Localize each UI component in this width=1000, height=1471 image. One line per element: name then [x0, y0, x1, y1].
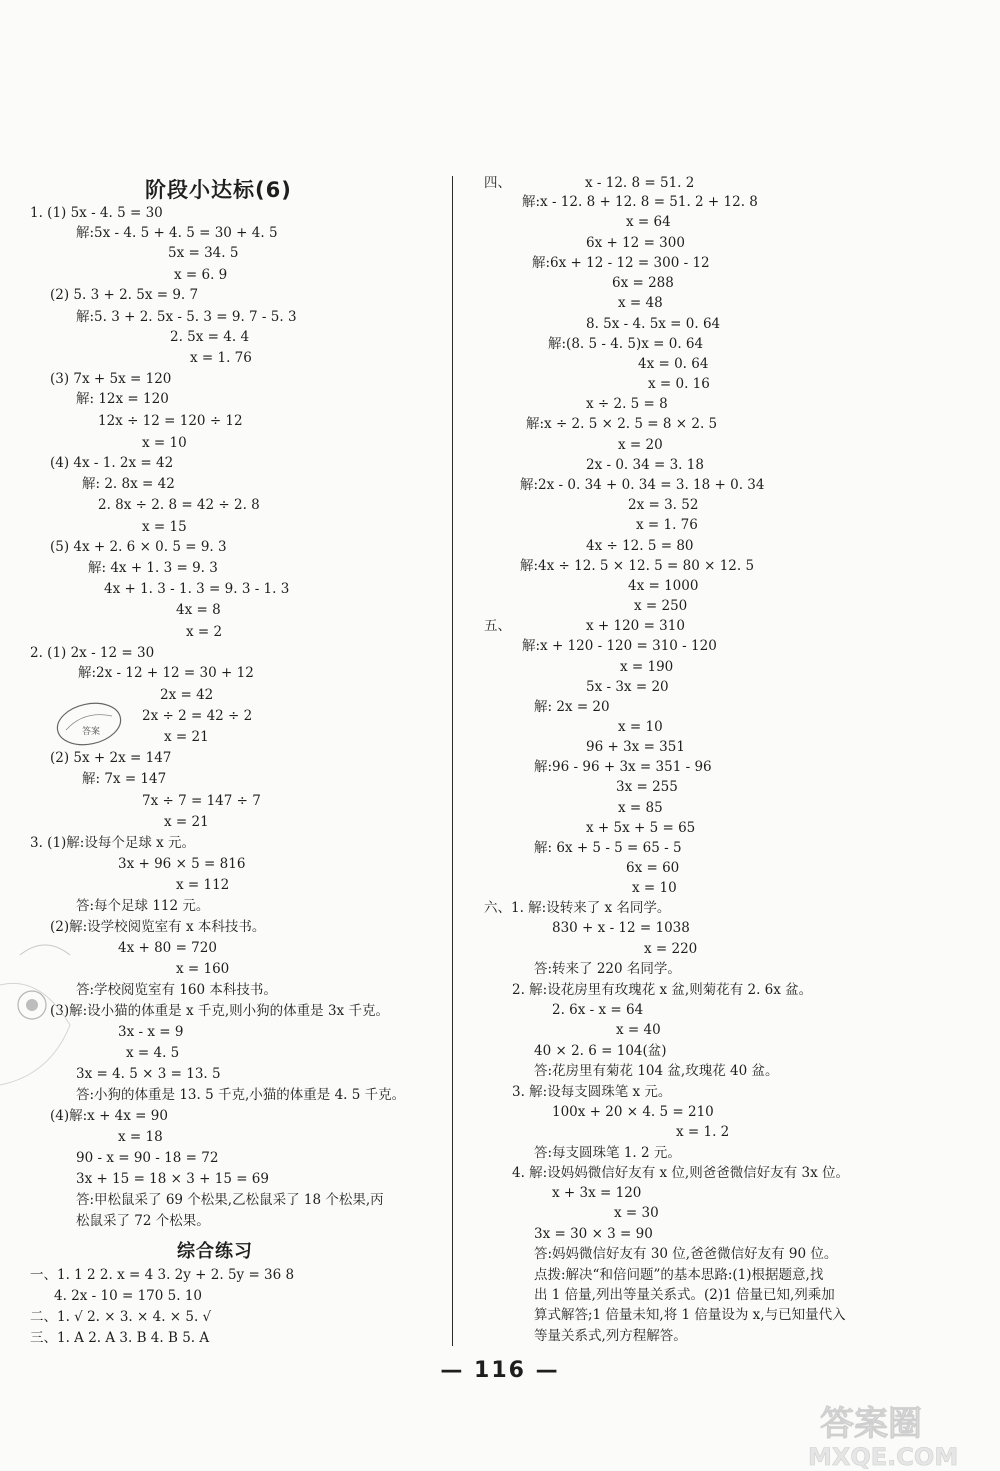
right-line: x = 1. 76: [636, 517, 698, 533]
page-number: — 116 —: [440, 1358, 560, 1383]
left-line: 解:5x - 4. 5 + 4. 5 = 30 + 4. 5: [76, 225, 278, 241]
right-line: x = 0. 16: [648, 376, 710, 392]
left-line: (5) 4x + 2. 6 × 0. 5 = 9. 3: [50, 539, 227, 555]
right-line: 答:每支圆珠笔 1. 2 元。: [534, 1145, 681, 1161]
left-line: 3x - x = 9: [118, 1024, 184, 1040]
left-line: x = 112: [176, 877, 230, 893]
left-line: 解: 7x = 147: [82, 771, 167, 787]
left-line: 1. (1) 5x - 4. 5 = 30: [30, 205, 163, 221]
right-line: 六、1. 解:设转来了 x 名同学。: [484, 900, 671, 916]
right-line: 答:妈妈微信好友有 30 位,爸爸微信好友有 90 位。: [534, 1246, 838, 1262]
right-line: 3x = 255: [616, 779, 678, 795]
right-line: x - 12. 8 = 51. 2: [585, 175, 695, 191]
right-line: 6x = 288: [612, 275, 674, 291]
right-line: 解:4x ÷ 12. 5 × 12. 5 = 80 × 12. 5: [520, 558, 755, 574]
right-line: x = 20: [618, 437, 663, 453]
left-line: x = 21: [164, 814, 209, 830]
right-line: x + 120 = 310: [586, 618, 685, 634]
left-line: (2) 5x + 2x = 147: [50, 750, 172, 766]
left-line: 4x = 8: [176, 602, 221, 618]
right-line: 出 1 倍量,列出等量关系式。(2)1 倍量已知,列乘加: [534, 1287, 835, 1303]
left-line: (2)解:设学校阅览室有 x 本科技书。: [50, 919, 266, 935]
right-line: 解: 2x = 20: [534, 699, 610, 715]
left-line: 答:小狗的体重是 13. 5 千克,小猫的体重是 4. 5 千克。: [76, 1087, 406, 1103]
right-line: 算式解答;1 倍量未知,将 1 倍量设为 x,与已知量代入: [534, 1307, 846, 1323]
right-line: x = 48: [618, 295, 663, 311]
right-line: 等量关系式,列方程解答。: [534, 1328, 687, 1344]
left-line: 解:2x - 12 + 12 = 30 + 12: [78, 665, 254, 681]
right-line: 4x = 1000: [628, 578, 699, 594]
watermark-top: 答案圈: [820, 1404, 922, 1444]
right-line: 830 + x - 12 = 1038: [552, 920, 690, 936]
left-line: (3)解:设小猫的体重是 x 千克,则小狗的体重是 3x 千克。: [50, 1003, 389, 1019]
right-line: 6x = 60: [626, 860, 680, 876]
stamp-label: 答案: [82, 727, 101, 737]
left-line: 二、1. √ 2. × 3. × 4. × 5. √: [30, 1309, 212, 1325]
left-line: 4x + 1. 3 - 1. 3 = 9. 3 - 1. 3: [104, 581, 290, 597]
left-line: 解: 12x = 120: [76, 391, 169, 407]
right-line: x = 10: [618, 719, 663, 735]
left-line: x = 15: [142, 519, 187, 535]
right-line: 2. 解:设花房里有玫瑰花 x 盆,则菊花有 2. 6x 盆。: [512, 982, 813, 998]
right-line: 3x = 30 × 3 = 90: [534, 1226, 653, 1242]
left-line: x = 2: [186, 624, 223, 640]
left-line: 答:甲松鼠采了 69 个松果,乙松鼠采了 18 个松果,丙: [76, 1192, 384, 1208]
right-line: 答:花房里有菊花 104 盆,玫瑰花 40 盆。: [534, 1063, 779, 1079]
right-line: 100x + 20 × 4. 5 = 210: [552, 1104, 714, 1120]
right-line: 解:96 - 96 + 3x = 351 - 96: [534, 759, 712, 775]
right-line: 5x - 3x = 20: [586, 679, 669, 695]
left-line: 5x = 34. 5: [168, 245, 239, 261]
right-line: 解:(8. 5 - 4. 5)x = 0. 64: [548, 336, 704, 352]
right-line: 4x = 0. 64: [638, 356, 709, 372]
right-line: 四、: [484, 175, 511, 191]
left-line: (4) 4x - 1. 2x = 42: [50, 455, 174, 471]
left-line: 三、1. A 2. A 3. B 4. B 5. A: [30, 1330, 210, 1346]
right-line: 解:x + 120 - 120 = 310 - 120: [522, 638, 717, 654]
left-line: 答:学校阅览室有 160 本科技书。: [76, 982, 277, 998]
right-line: 点拨:解决“和倍问题”的基本思路:(1)根据题意,找: [534, 1267, 824, 1283]
right-line: x = 64: [626, 214, 671, 230]
mascot-illustration-icon: [0, 935, 80, 1105]
right-line: 答:转来了 220 名同学。: [534, 961, 681, 977]
right-line: x = 30: [614, 1205, 659, 1221]
left-line: 90 - x = 90 - 18 = 72: [76, 1150, 219, 1166]
mid-section-title: 综合练习: [177, 1241, 253, 1262]
right-line: 40 × 2. 6 = 104(盆): [534, 1043, 667, 1059]
right-line: x = 40: [616, 1022, 661, 1038]
left-line: 4x + 80 = 720: [118, 940, 217, 956]
right-line: 3. 解:设每支圆珠笔 x 元。: [512, 1084, 672, 1100]
right-line: 4x ÷ 12. 5 = 80: [586, 538, 694, 554]
left-line: x = 18: [118, 1129, 163, 1145]
right-line: x = 1. 2: [676, 1124, 730, 1140]
left-line: 松鼠采了 72 个松果。: [76, 1213, 210, 1229]
left-line: (4)解:x + 4x = 90: [50, 1108, 168, 1124]
right-line: x ÷ 2. 5 = 8: [586, 396, 668, 412]
left-line: 3x = 4. 5 × 3 = 13. 5: [76, 1066, 221, 1082]
left-line: 2. 5x = 4. 4: [170, 329, 250, 345]
left-line: x = 21: [164, 729, 209, 745]
right-line: 2x = 3. 52: [628, 497, 699, 513]
left-line: 2x ÷ 2 = 42 ÷ 2: [142, 708, 253, 724]
right-line: 8. 5x - 4. 5x = 0. 64: [586, 316, 721, 332]
right-line: 解:x ÷ 2. 5 × 2. 5 = 8 × 2. 5: [526, 416, 718, 432]
right-line: x = 250: [634, 598, 688, 614]
left-line: 答:每个足球 112 元。: [76, 898, 210, 914]
left-line: 一、1. 1 2 2. x = 4 3. 2y + 2. 5y = 36 8: [30, 1267, 295, 1283]
watermark-logo-icon: [800, 1395, 995, 1471]
right-line: x + 3x = 120: [552, 1185, 642, 1201]
left-line: 4. 2x - 10 = 170 5. 10: [54, 1288, 202, 1304]
left-line: 3. (1)解:设每个足球 x 元。: [30, 835, 196, 851]
left-line: 7x ÷ 7 = 147 ÷ 7: [142, 793, 261, 809]
left-line: 3x + 96 × 5 = 816: [118, 856, 246, 872]
right-line: 2x - 0. 34 = 3. 18: [586, 457, 704, 473]
left-line: (3) 7x + 5x = 120: [50, 371, 172, 387]
right-line: 解:x - 12. 8 + 12. 8 = 51. 2 + 12. 8: [522, 194, 758, 210]
right-line: x + 5x + 5 = 65: [586, 820, 696, 836]
right-line: 解:6x + 12 - 12 = 300 - 12: [532, 255, 710, 271]
right-line: 五、: [484, 618, 511, 634]
right-line: x = 190: [620, 659, 674, 675]
left-line: 解: 2. 8x = 42: [82, 476, 175, 492]
stamp-icon: [54, 700, 124, 748]
left-section-title: 阶段小达标(6): [145, 178, 292, 202]
right-line: 解: 6x + 5 - 5 = 65 - 5: [534, 840, 682, 856]
left-line: x = 4. 5: [126, 1045, 180, 1061]
left-line: 2x = 42: [160, 687, 214, 703]
left-line: 2. (1) 2x - 12 = 30: [30, 645, 155, 661]
right-line: x = 220: [644, 941, 698, 957]
right-line: x = 85: [618, 800, 663, 816]
left-line: x = 1. 76: [190, 350, 252, 366]
left-line: 3x + 15 = 18 × 3 + 15 = 69: [76, 1171, 269, 1187]
right-line: 96 + 3x = 351: [586, 739, 685, 755]
left-line: x = 10: [142, 435, 187, 451]
right-line: x = 10: [632, 880, 677, 896]
left-line: x = 6. 9: [174, 267, 228, 283]
right-line: 2. 6x - x = 64: [552, 1002, 644, 1018]
right-line: 解:2x - 0. 34 + 0. 34 = 3. 18 + 0. 34: [520, 477, 765, 493]
right-line: 4. 解:设妈妈微信好友有 x 位,则爸爸微信好友有 3x 位。: [512, 1165, 849, 1181]
watermark-bottom: MXQE.COM: [808, 1443, 959, 1471]
left-line: 解:5. 3 + 2. 5x - 5. 3 = 9. 7 - 5. 3: [76, 309, 297, 325]
left-line: 2. 8x ÷ 2. 8 = 42 ÷ 2. 8: [98, 497, 260, 513]
left-line: 解: 4x + 1. 3 = 9. 3: [88, 560, 218, 576]
column-divider: [452, 176, 453, 1346]
left-line: 12x ÷ 12 = 120 ÷ 12: [98, 413, 243, 429]
right-line: 6x + 12 = 300: [586, 235, 685, 251]
left-line: (2) 5. 3 + 2. 5x = 9. 7: [50, 287, 199, 303]
left-line: x = 160: [176, 961, 230, 977]
